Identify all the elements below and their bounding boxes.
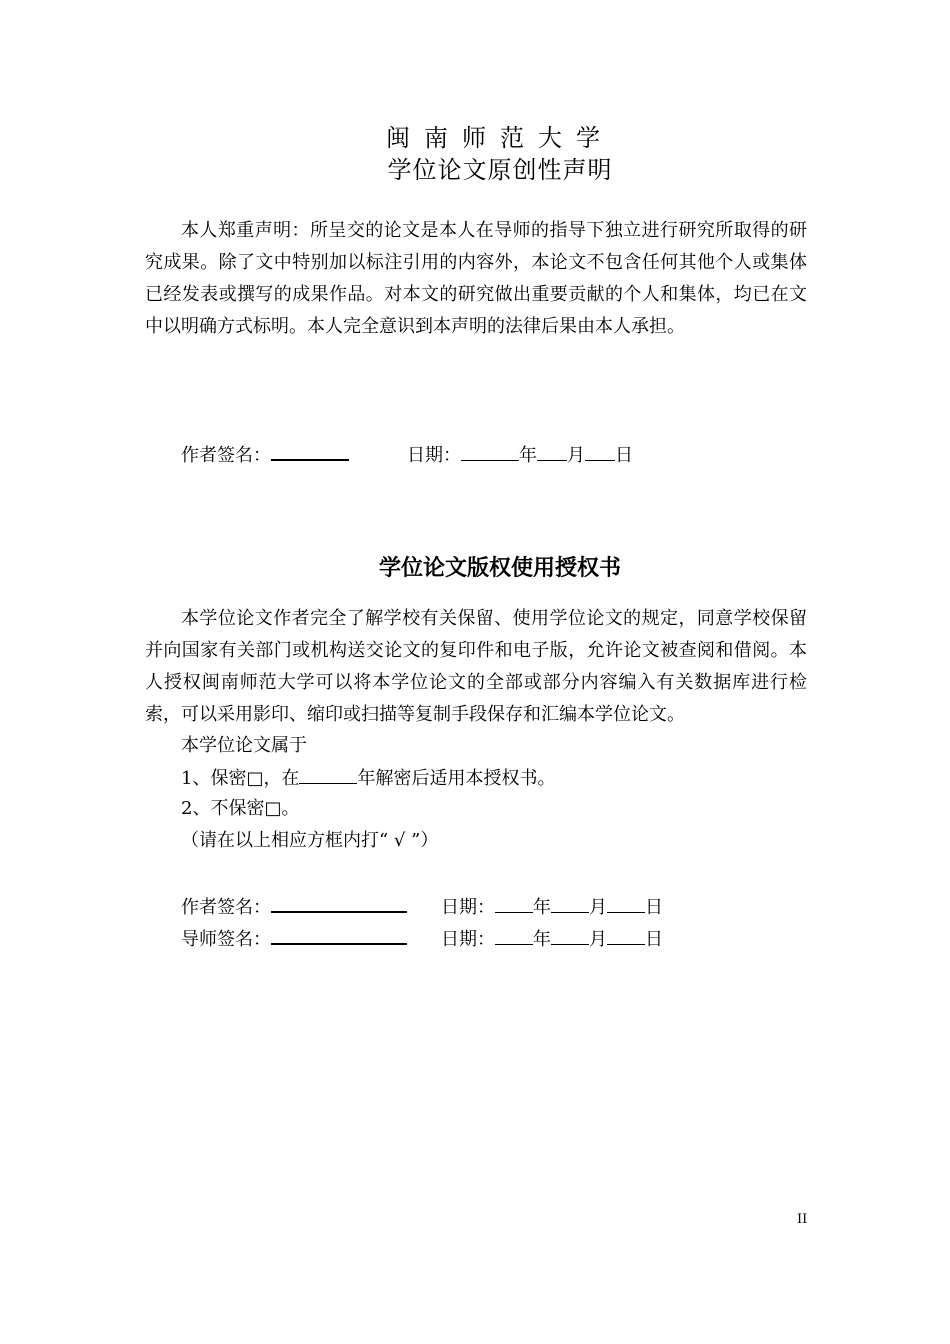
day-label: 日 — [615, 445, 633, 466]
authorization-paragraph: 本学位论文作者完全了解学校有关保留、使用学位论文的规定，同意学校保留并向国家有关部门或机构送交论文的复印件和电子版，允许论文被查阅和借阅。本人授权闽南师范大学可以将本学位论文的全部或部分内容编入有关数据库进行检索，可以采用影印、缩印或扫描等复制手段保存和汇编本学位论文。 — [145, 608, 807, 725]
day-label: 日 — [645, 929, 663, 950]
author-sign-label: 作者签名： — [181, 897, 271, 918]
declaration-title: 学位论文原创性声明 — [387, 156, 613, 184]
declaration-signature-line — [181, 441, 633, 468]
day-blank[interactable] — [585, 442, 615, 461]
declaration-paragraph: 本人郑重声明：所呈交的论文是本人在导师的指导下独立进行研究所取得的研究成果。除了文中特别加以标注引用的内容外，本论文不包含任何其他个人或集体已经发表或撰写的成果作品。对本文的研究做出重要贡献的个人和集体，均已在文中以明确方式标明。本人完全意识到本声明的法律后果由本人承担。 — [145, 220, 807, 337]
belongs-label: 本学位论文属于 — [181, 735, 307, 756]
day-blank[interactable] — [607, 894, 645, 913]
month-label: 月 — [589, 929, 607, 950]
advisor-sign-label: 导师签名： — [181, 929, 271, 950]
month-blank[interactable] — [537, 442, 567, 461]
date-label: 日期： — [407, 445, 461, 466]
month-blank[interactable] — [551, 926, 589, 945]
month-blank[interactable] — [551, 894, 589, 913]
university-title: 闽南师范大学 — [386, 124, 614, 152]
authorization-title: 学位论文版权使用授权书 — [378, 556, 621, 581]
advisor-signature-line — [181, 925, 663, 952]
checkbox-instruction: （请在以上相应方框内打“ √ ”） — [181, 830, 439, 851]
option1-suffix: 年解密后适用本授权书。 — [357, 768, 556, 789]
month-label: 月 — [589, 897, 607, 918]
year-label: 年 — [519, 445, 537, 466]
day-label: 日 — [645, 897, 663, 918]
option-confidential — [181, 765, 555, 791]
page-number: II — [797, 1212, 808, 1227]
author-sign-blank[interactable] — [271, 441, 349, 461]
option-not-confidential: 2、不保密□。 — [181, 798, 300, 819]
date-label: 日期： — [441, 897, 495, 918]
year-blank[interactable] — [495, 894, 533, 913]
year-blank[interactable] — [461, 442, 519, 461]
day-blank[interactable] — [607, 926, 645, 945]
month-label: 月 — [567, 445, 585, 466]
author-sign-label: 作者签名： — [181, 445, 271, 466]
advisor-sign-blank[interactable] — [271, 925, 407, 945]
year-label: 年 — [533, 929, 551, 950]
date-label: 日期： — [441, 929, 495, 950]
year-label: 年 — [533, 897, 551, 918]
year-blank[interactable] — [495, 926, 533, 945]
option1-prefix: 1、保密□，在 — [181, 768, 300, 789]
decrypt-year-blank[interactable] — [299, 765, 357, 784]
author-sign-blank[interactable] — [271, 893, 407, 913]
author-signature-line — [181, 893, 663, 920]
